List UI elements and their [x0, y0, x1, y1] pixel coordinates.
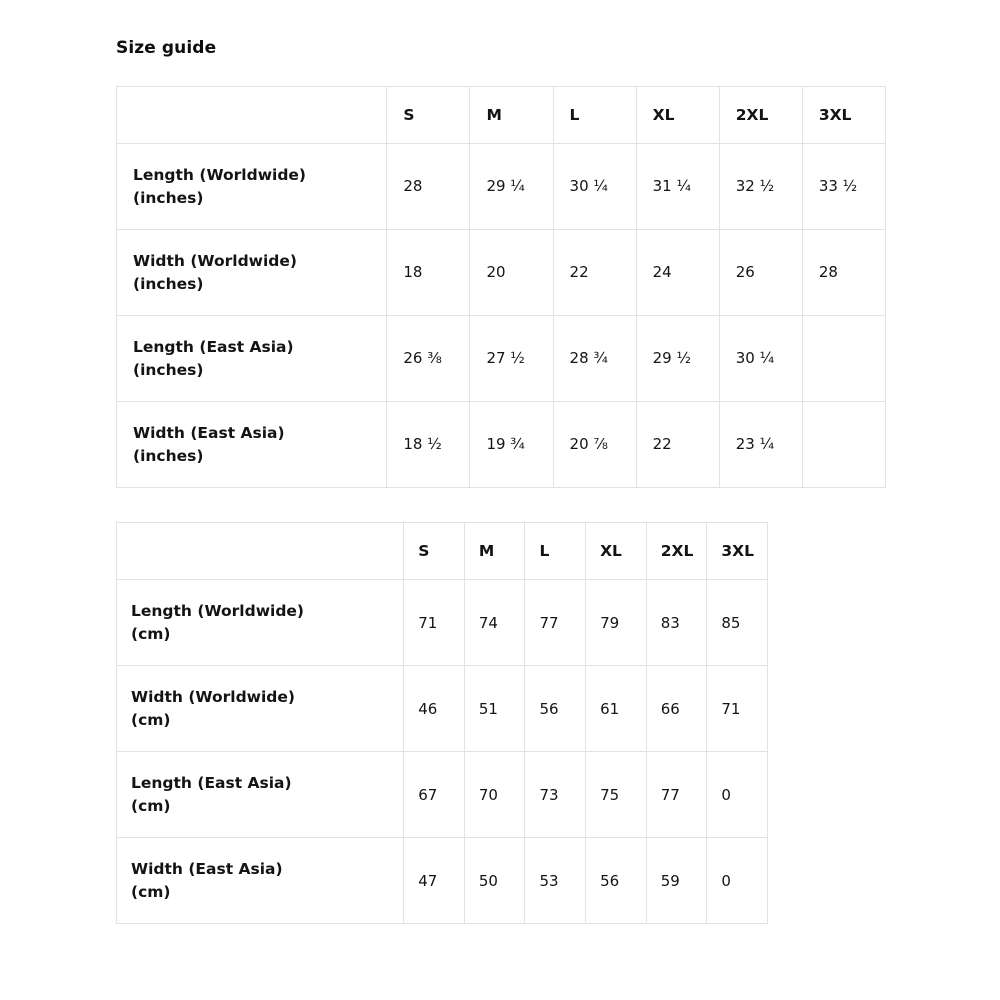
column-header-s: S	[387, 87, 470, 144]
table-row	[117, 580, 768, 666]
table-header-row	[117, 87, 886, 144]
cell-value: 20 ⅞	[553, 402, 636, 488]
page-title: Size guide	[116, 38, 217, 58]
cell-value: 67	[404, 752, 465, 838]
cell-value: 71	[707, 666, 768, 752]
cell-value: 50	[464, 838, 525, 924]
cell-value: 27 ½	[470, 316, 553, 402]
cell-value: 31 ¼	[636, 144, 719, 230]
cell-value: 0	[707, 752, 768, 838]
table-row	[117, 316, 886, 402]
cell-value: 53	[525, 838, 586, 924]
row-label-unit: (inches)	[133, 360, 204, 379]
row-label-primary: Length (East Asia)	[133, 338, 294, 357]
table-row	[117, 838, 768, 924]
column-header-xl: XL	[636, 87, 719, 144]
row-header	[117, 838, 404, 924]
row-header	[117, 752, 404, 838]
cell-value: 74	[464, 580, 525, 666]
column-header-l: L	[525, 523, 586, 580]
cell-value: 28	[387, 144, 470, 230]
row-label-unit: (cm)	[131, 624, 171, 643]
row-label-primary: Length (Worldwide)	[131, 602, 305, 621]
column-header-m: M	[464, 523, 525, 580]
cell-value: 46	[404, 666, 465, 752]
cell-value: 70	[464, 752, 525, 838]
cell-value: 77	[525, 580, 586, 666]
cell-value: 51	[464, 666, 525, 752]
cell-value: 18 ½	[387, 402, 470, 488]
column-header-2xl: 2XL	[719, 87, 802, 144]
table-header-row	[117, 523, 768, 580]
table-row	[117, 666, 768, 752]
cell-value: 75	[586, 752, 647, 838]
row-header	[117, 402, 387, 488]
row-label-primary: Width (East Asia)	[131, 860, 283, 879]
row-label-unit: (inches)	[133, 188, 204, 207]
cell-value: 47	[404, 838, 465, 924]
cell-value: 18	[387, 230, 470, 316]
cell-value: 28 ¾	[553, 316, 636, 402]
table-corner-cell	[117, 87, 387, 144]
row-header	[117, 580, 404, 666]
cell-value: 22	[636, 402, 719, 488]
row-label-primary: Width (Worldwide)	[131, 688, 295, 707]
cell-value: 56	[586, 838, 647, 924]
cell-value: 26	[719, 230, 802, 316]
cell-value: 29 ¼	[470, 144, 553, 230]
size-table-inches	[116, 86, 886, 488]
cell-value: 20	[470, 230, 553, 316]
cell-value: 22	[553, 230, 636, 316]
row-header	[117, 144, 387, 230]
column-header-xl: XL	[586, 523, 647, 580]
column-header-l: L	[553, 87, 636, 144]
cell-value: 24	[636, 230, 719, 316]
table-row	[117, 230, 886, 316]
cell-value: 28	[802, 230, 885, 316]
column-header-3xl: 3XL	[802, 87, 885, 144]
size-table-cm	[116, 522, 768, 924]
row-label-unit: (inches)	[133, 446, 204, 465]
cell-value: 30 ¼	[719, 316, 802, 402]
row-label-unit: (inches)	[133, 274, 204, 293]
column-header-m: M	[470, 87, 553, 144]
cell-value: 73	[525, 752, 586, 838]
cell-value: 33 ½	[802, 144, 885, 230]
cell-value: 19 ¾	[470, 402, 553, 488]
row-label-primary: Length (Worldwide)	[133, 166, 307, 185]
row-label-unit: (cm)	[131, 710, 171, 729]
cell-value: 32 ½	[719, 144, 802, 230]
row-header	[117, 316, 387, 402]
cell-value: 23 ¼	[719, 402, 802, 488]
cell-value: 77	[646, 752, 707, 838]
cell-value: 59	[646, 838, 707, 924]
column-header-s: S	[404, 523, 465, 580]
cell-value: 61	[586, 666, 647, 752]
table-row	[117, 144, 886, 230]
row-label-unit: (cm)	[131, 882, 171, 901]
cell-value: 30 ¼	[553, 144, 636, 230]
cell-value: 0	[707, 838, 768, 924]
column-header-3xl: 3XL	[707, 523, 768, 580]
row-label-primary: Length (East Asia)	[131, 774, 292, 793]
cell-value: 85	[707, 580, 768, 666]
cell-value: 83	[646, 580, 707, 666]
table-row	[117, 752, 768, 838]
row-header	[117, 666, 404, 752]
cell-value: 56	[525, 666, 586, 752]
row-label-primary: Width (East Asia)	[133, 424, 285, 443]
cell-value	[802, 402, 885, 488]
column-header-2xl: 2XL	[646, 523, 707, 580]
row-header	[117, 230, 387, 316]
cell-value	[802, 316, 885, 402]
cell-value: 71	[404, 580, 465, 666]
row-label-primary: Width (Worldwide)	[133, 252, 297, 271]
cell-value: 26 ⅜	[387, 316, 470, 402]
cell-value: 29 ½	[636, 316, 719, 402]
table-corner-cell	[117, 523, 404, 580]
table-row	[117, 402, 886, 488]
cell-value: 66	[646, 666, 707, 752]
row-label-unit: (cm)	[131, 796, 171, 815]
cell-value: 79	[586, 580, 647, 666]
